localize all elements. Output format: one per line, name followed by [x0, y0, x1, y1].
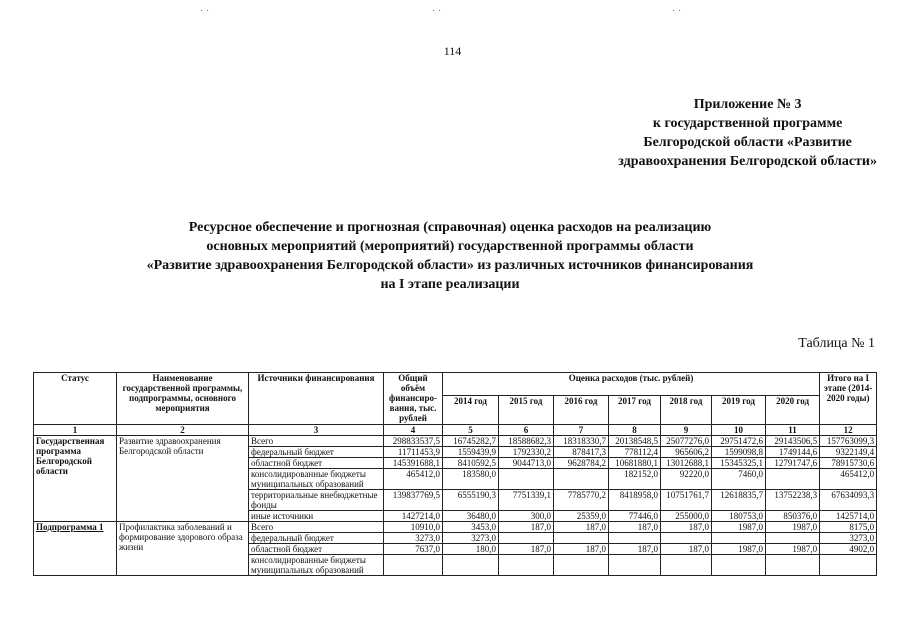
- row-value: 145391688,1: [384, 458, 443, 469]
- row-value: 13752238,3: [766, 490, 820, 511]
- row-value: 10751761,7: [661, 490, 712, 511]
- row-source: Всего: [249, 436, 384, 447]
- page-number: 114: [443, 44, 462, 58]
- title-line: на I этапе реализации: [380, 277, 520, 292]
- header-year: 2015 год: [499, 396, 554, 425]
- row-value: 1599098,8: [712, 447, 766, 458]
- row-value: 4902,0: [820, 544, 877, 555]
- row-value: 10910,0: [384, 522, 443, 533]
- row-value: 187,0: [661, 522, 712, 533]
- column-number: 11: [766, 425, 820, 436]
- row-value: 7460,0: [712, 469, 766, 490]
- row-value: 465412,0: [384, 469, 443, 490]
- header-sources: Источники финансирования: [249, 373, 384, 425]
- row-value: [766, 533, 820, 544]
- column-number: 3: [249, 425, 384, 436]
- row-value: 182152,0: [609, 469, 661, 490]
- header-total: Общий объём финансиро-вания, тыс. рублей: [384, 373, 443, 425]
- row-source: областной бюджет: [249, 458, 384, 469]
- table-row: [34, 436, 877, 447]
- row-value: 157763099,3: [820, 436, 877, 447]
- row-value: [443, 555, 499, 576]
- row-value: 18588682,3: [499, 436, 554, 447]
- row-value: 878417,3: [554, 447, 609, 458]
- row-value: [609, 533, 661, 544]
- row-value: 850376,0: [766, 511, 820, 522]
- title-line: «Развитие здравоохранения Белгородской области» из различных источников финансирования: [146, 258, 754, 273]
- row-value: 465412,0: [820, 469, 877, 490]
- row-value: 1427214,0: [384, 511, 443, 522]
- row-source: федеральный бюджет: [249, 447, 384, 458]
- header-year: 2019 год: [712, 396, 766, 425]
- appendix-line: к государственной программе: [652, 116, 843, 131]
- column-number: 9: [661, 425, 712, 436]
- row-value: 11711453,9: [384, 447, 443, 458]
- row-value: [661, 555, 712, 576]
- row-value: 25359,0: [554, 511, 609, 522]
- header-name: Наименование государственной программы, подпрограммы, основного мероприятия: [117, 373, 249, 425]
- row-value: 3273,0: [384, 533, 443, 544]
- row-source: федеральный бюджет: [249, 533, 384, 544]
- column-number-row: [34, 425, 877, 436]
- table-label: Таблица № 1: [798, 336, 875, 351]
- row-value: 9628784,2: [554, 458, 609, 469]
- funding-table: [33, 372, 877, 576]
- row-value: 13012688,1: [661, 458, 712, 469]
- column-number: 2: [117, 425, 249, 436]
- row-value: 1987,0: [712, 544, 766, 555]
- row-value: [766, 555, 820, 576]
- row-value: [384, 555, 443, 576]
- row-source: областной бюджет: [249, 544, 384, 555]
- row-value: 67634093,3: [820, 490, 877, 511]
- row-value: 180753,0: [712, 511, 766, 522]
- row-value: [554, 533, 609, 544]
- row-value: 1792330,2: [499, 447, 554, 458]
- column-number: 12: [820, 425, 877, 436]
- row-value: 25077276,0: [661, 436, 712, 447]
- row-value: 1987,0: [766, 544, 820, 555]
- header-status: Статус: [34, 373, 117, 425]
- scan-mark: · ·: [672, 6, 682, 17]
- row-value: 298833537,5: [384, 436, 443, 447]
- row-value: 255000,0: [661, 511, 712, 522]
- row-value: 3453,0: [443, 522, 499, 533]
- row-value: 16745282,7: [443, 436, 499, 447]
- row-value: [499, 469, 554, 490]
- row-source: консолидированные бюджеты муниципальных образований: [249, 469, 384, 490]
- row-value: 12618835,7: [712, 490, 766, 511]
- row-value: 1987,0: [766, 522, 820, 533]
- row-value: 8418958,0: [609, 490, 661, 511]
- row-value: [499, 533, 554, 544]
- row-value: 965606,2: [661, 447, 712, 458]
- row-value: 3273,0: [820, 533, 877, 544]
- title-line: основных мероприятий (мероприятий) государственной программы области: [206, 239, 694, 254]
- row-program-name: Развитие здравоохранения Белгородской области: [117, 436, 249, 522]
- row-value: 8410592,5: [443, 458, 499, 469]
- row-value: 8175,0: [820, 522, 877, 533]
- column-number: 6: [499, 425, 554, 436]
- row-value: 7751339,1: [499, 490, 554, 511]
- column-number: 4: [384, 425, 443, 436]
- row-value: 15345325,1: [712, 458, 766, 469]
- row-value: 9322149,4: [820, 447, 877, 458]
- header-stage-total: Итого на I этапе (2014-2020 годы): [820, 373, 877, 425]
- row-value: [661, 533, 712, 544]
- row-value: 77446,0: [609, 511, 661, 522]
- row-value: 10681880,1: [609, 458, 661, 469]
- row-value: 1987,0: [712, 522, 766, 533]
- row-value: [554, 469, 609, 490]
- table-row: [34, 522, 877, 533]
- header-year: 2018 год: [661, 396, 712, 425]
- row-value: 92220,0: [661, 469, 712, 490]
- row-source: Всего: [249, 522, 384, 533]
- row-value: 20138548,5: [609, 436, 661, 447]
- row-value: 183580,0: [443, 469, 499, 490]
- row-source: консолидированные бюджеты муниципальных образований: [249, 555, 384, 576]
- row-value: 12791747,6: [766, 458, 820, 469]
- header-year: 2016 год: [554, 396, 609, 425]
- row-value: 180,0: [443, 544, 499, 555]
- row-value: 6555190,3: [443, 490, 499, 511]
- row-value: 187,0: [554, 544, 609, 555]
- row-source: территориальные внебюджетные фонды: [249, 490, 384, 511]
- scan-mark: · ·: [432, 6, 442, 17]
- row-value: 187,0: [661, 544, 712, 555]
- row-value: 187,0: [554, 522, 609, 533]
- row-source: иные источники: [249, 511, 384, 522]
- title-line: Ресурсное обеспечение и прогнозная (справочная) оценка расходов на реализацию: [188, 220, 712, 235]
- row-value: [766, 469, 820, 490]
- appendix-line: здравоохранения Белгородской области»: [618, 154, 877, 169]
- column-number: 10: [712, 425, 766, 436]
- column-number: 1: [34, 425, 117, 436]
- appendix-line: Приложение № 3: [693, 97, 802, 112]
- row-value: 300,0: [499, 511, 554, 522]
- row-value: 3273,0: [443, 533, 499, 544]
- row-value: 187,0: [499, 522, 554, 533]
- row-value: 29751472,6: [712, 436, 766, 447]
- row-value: 7637,0: [384, 544, 443, 555]
- row-value: 1559439,9: [443, 447, 499, 458]
- row-value: 187,0: [499, 544, 554, 555]
- column-number: 8: [609, 425, 661, 436]
- row-value: [609, 555, 661, 576]
- document-title: [90, 218, 810, 294]
- column-number: 5: [443, 425, 499, 436]
- header-estimate: Оценка расходов (тыс. рублей): [443, 373, 820, 396]
- appendix-heading: [618, 95, 877, 171]
- row-value: [554, 555, 609, 576]
- row-value: 36480,0: [443, 511, 499, 522]
- appendix-line: Белгородской области «Развитие: [643, 135, 852, 150]
- row-value: 187,0: [609, 522, 661, 533]
- row-status: Подпрограмма 1: [34, 522, 117, 576]
- header-year: 2020 год: [766, 396, 820, 425]
- row-value: 187,0: [609, 544, 661, 555]
- row-value: 29143506,5: [766, 436, 820, 447]
- row-program-name: Профилактика заболеваний и формирование здорового образа жизни: [117, 522, 249, 576]
- row-value: [712, 555, 766, 576]
- column-number: 7: [554, 425, 609, 436]
- row-status: Государственная программа Белгородской области: [34, 436, 117, 522]
- row-value: [712, 533, 766, 544]
- row-value: [499, 555, 554, 576]
- row-value: 778112,4: [609, 447, 661, 458]
- row-value: 139837769,5: [384, 490, 443, 511]
- header-year: 2017 год: [609, 396, 661, 425]
- row-value: 78915730,6: [820, 458, 877, 469]
- row-value: 1425714,0: [820, 511, 877, 522]
- scan-mark: · ·: [200, 6, 210, 17]
- row-value: [820, 555, 877, 576]
- row-value: 7785770,2: [554, 490, 609, 511]
- row-value: 1749144,6: [766, 447, 820, 458]
- row-value: 18318330,7: [554, 436, 609, 447]
- row-value: 9044713,0: [499, 458, 554, 469]
- header-year: 2014 год: [443, 396, 499, 425]
